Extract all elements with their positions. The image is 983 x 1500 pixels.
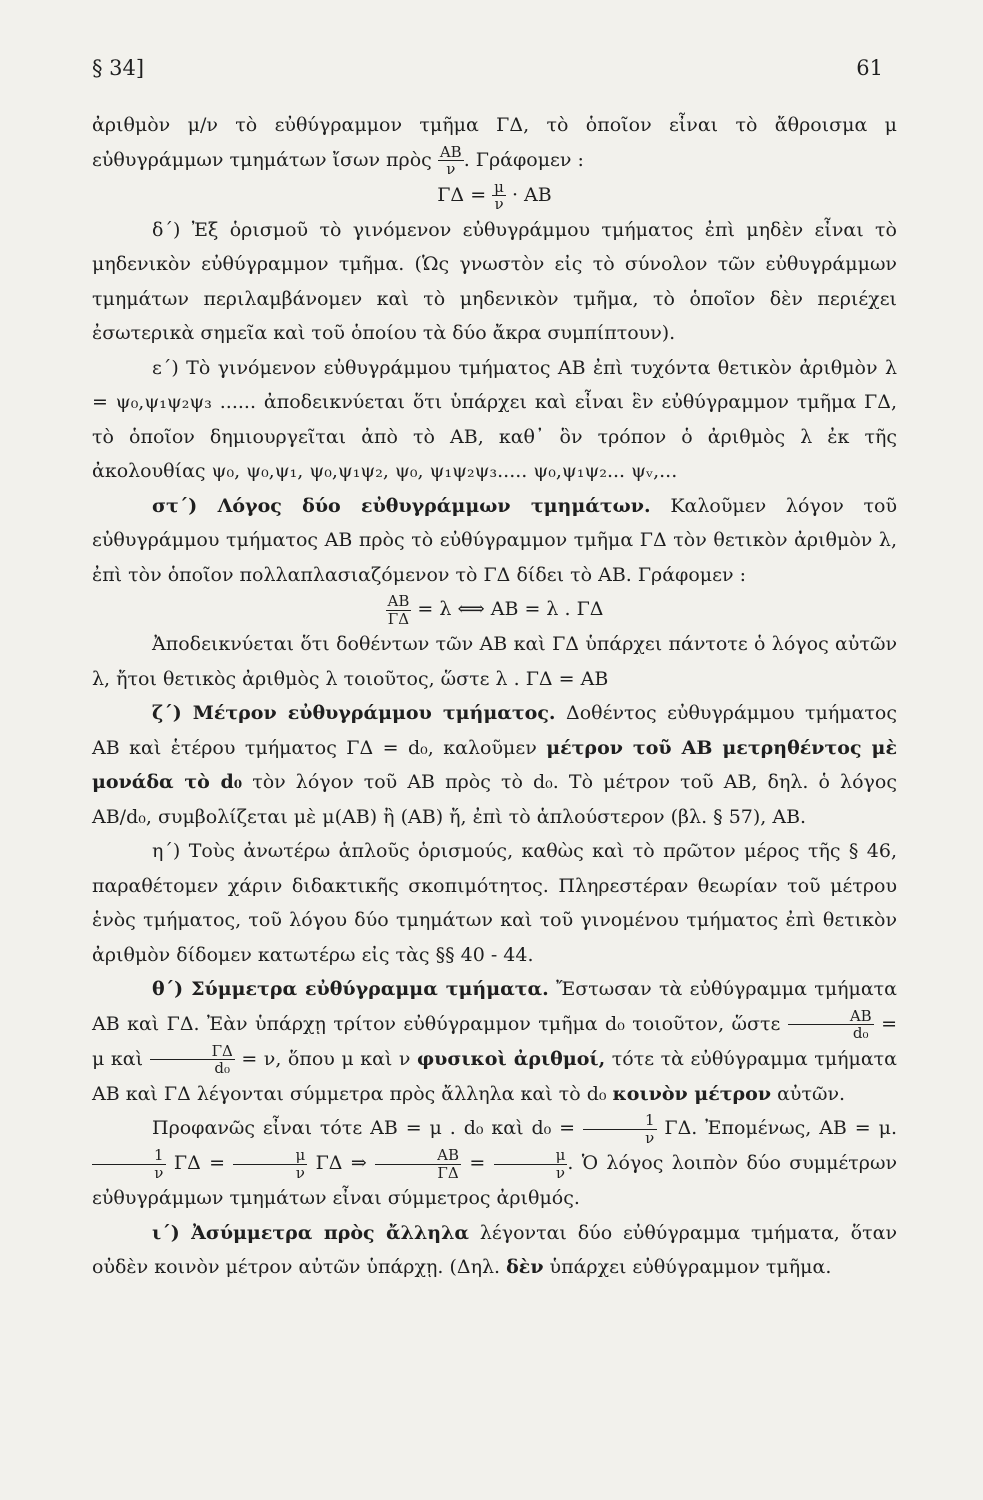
subheading: ι΄) Ἀσύμμετρα πρὸς ἄλληλα: [152, 1221, 470, 1244]
paragraph-epsilon: ε΄) Τὸ γινόμενον εὐθυγράμμου τμήματος AB ἐπὶ τυχόντα θετικὸν ἀριθμὸν λ = ψ₀,ψ₁ψ₂ψ₃ ...... ἀποδεικνύεται ὅτι ὑπάρχει καὶ εἶναι ἓν εὐθύγραμμον τμῆμα ΓΔ, τὸ ὁποῖον δημιουργεῖται ἀπὸ τὸ AB, καθ᾽ ὃν τρόπον ὁ ἀριθμὸς λ ἐκ τῆς ἀκολουθίας ψ₀, ψ₀,ψ₁, ψ₀,ψ₁ψ₂, ψ₀, ψ₁ψ₂ψ₃..... ψ₀,ψ₁ψ₂... ψᵥ,...: [92, 356, 897, 482]
paragraph-delta: δ΄) Ἐξ ὁρισμοῦ τὸ γινόμενον εὐθυγράμμου τμήματος ἐπὶ μηδὲν εἶναι τὸ μηδενικὸν εὐθύγραμμον τμῆμα. (Ὡς γνωστὸν εἰς τὸ σύνολον τῶν εὐθυγράμμων τμημάτων περιλαμβάνομεν καὶ τὸ μηδενικὸν τμῆμα, τὸ ὁποῖον δὲν περιέχει ἐσωτερικὰ σημεῖα καὶ τοῦ ὁποίου τὰ δύο ἄκρα συμπίπτουν).: [92, 218, 897, 344]
fraction: $\frac{AB}{\nu}$: [439, 142, 462, 178]
subheading: στ΄) Λόγος δύο εὐθυγράμμων τμημάτων.: [152, 494, 651, 517]
equation: ΓΔ = $\frac{\mu}{\nu}$ · AB: [437, 177, 552, 213]
subheading: θ΄) Σύμμετρα εὐθύγραμμα τμήματα.: [152, 978, 549, 1000]
paragraph-measure: ζ΄) Μέτρον εὐθυγράμμου τμήματος. Δοθέντος εὐθυγράμμου τμήματος AB καὶ ἑτέρου τμήματος ΓΔ = d₀, καλοῦμεν μέτρον τοῦ AB μετρηθέντος μὲ μονάδα τὸ d₀ τὸν λόγον τοῦ AB πρὸς τὸ d₀. Τὸ μέτρον τοῦ AB, δηλ. ὁ λόγος AB/d₀, συμβολίζεται μὲ μ(AB) ἢ (AB) ἤ, ἐπὶ τὸ ἁπλούστερον (βλ. § 57), AB.: [92, 702, 897, 828]
paragraph-incommensurable: ι΄) Ἀσύμμετρα πρὸς ἄλληλα λέγονται δύο εὐθύγραμμα τμήματα, ὅταν οὐδὲν κοινὸν μέτρον αὐτῶν ὑπάρχῃ. (Δηλ. δὲν ὑπάρχει εὐθύγραμμον τμῆμα.: [92, 1221, 897, 1278]
paragraph-ratio: στ΄) Λόγος δύο εὐθυγράμμων τμημάτων. Καλοῦμεν λόγον τοῦ εὐθυγράμμου τμήματος AB πρὸς τὸ εὐθύγραμμον τμῆμα ΓΔ τὸν θετικὸν ἀριθμὸν λ, ἐπὶ τὸν ὁποῖον πολλαπλασιαζόμενον τὸ ΓΔ δίδει τὸ AB. Γράφομεν :: [92, 494, 898, 586]
subheading: ζ΄) Μέτρον εὐθυγράμμου τμήματος.: [152, 702, 556, 724]
equation: $\frac{AB}{\Gamma\Delta}$ = λ ⟺ AB = λ . ΓΔ: [387, 592, 604, 628]
section-reference: § 34]: [92, 56, 145, 80]
paragraph: Ἀποδεικνύεται ὅτι δοθέντων τῶν AB καὶ ΓΔ ὑπάρχει πάντοτε ὁ λόγος αὐτῶν λ, ἤτοι θετικὸς ἀριθμὸς λ τοιοῦτος, ὥστε λ . ΓΔ = AB: [92, 633, 897, 690]
paragraph-eta: η΄) Τοὺς ἀνωτέρω ἁπλοῦς ὁρισμούς, καθὼς καὶ τὸ πρῶτον μέρος τῆς § 46, παραθέτομεν χάριν διδακτικῆς σκοπιμότητος. Πληρεστέραν θεωρίαν τοῦ μέτρου ἑνὸς τμήματος, τοῦ λόγου δύο τμημάτων καὶ τοῦ γινομένου τμήματος ἐπὶ θετικὸν ἀριθμὸν δίδομεν κατωτέρω εἰς τὰς §§ 40 - 44.: [92, 840, 897, 966]
paragraph-commensurable: θ΄) Σύμμετρα εὐθύγραμμα τμήματα. Ἔστωσαν τὰ εὐθύγραμμα τμήματα AB καὶ ΓΔ. Ἐὰν ὑπάρχῃ τρίτον εὐθύγραμμον τμῆμα d₀ τοιοῦτον, ὥστε $\frac{AB}{\text{d₀}}$ = μ καὶ $\frac{\Gamma\Delta}{\text{d₀}}$ = ν, ὅπου μ καὶ ν φυσικοὶ ἀριθμοί, τότε τὰ εὐθύγραμμα τμήματα AB καὶ ΓΔ λέγονται σύμμετρα πρὸς ἄλληλα καὶ τὸ d₀ κοινὸν μέτρον αὐτῶν.: [92, 978, 898, 1105]
paragraph: ἀριθμὸν μ/ν τὸ εὐθύγραμμον τμῆμα ΓΔ, τὸ ὁποῖον εἶναι τὸ ἄθροισμα μ εὐθυγράμμων τμημάτων ἴσων πρὸς $\frac{AB}{\nu}$ . Γράφομεν :: [92, 114, 897, 178]
page-number: 61: [856, 56, 883, 80]
paragraph: Προφανῶς εἶναι τότε AB = μ . d₀ καὶ d₀ = $\frac{1}{\nu}$ ΓΔ. Ἐπομένως, AB = μ. $\frac{1}{\nu}$ ΓΔ = $\frac{\mu}{\nu}$ ΓΔ ⇒ $\frac{AB}{\Gamma\Delta}$ = $\frac{\mu}{\nu}$ . Ὁ λόγος λοιπὸν δύο συμμέτρων εὐθυγράμμων τμημάτων εἶναι σύμμετρος ἀριθμός.: [92, 1111, 898, 1209]
page-header: [92, 56, 883, 88]
body-text: [92, 108, 897, 1285]
